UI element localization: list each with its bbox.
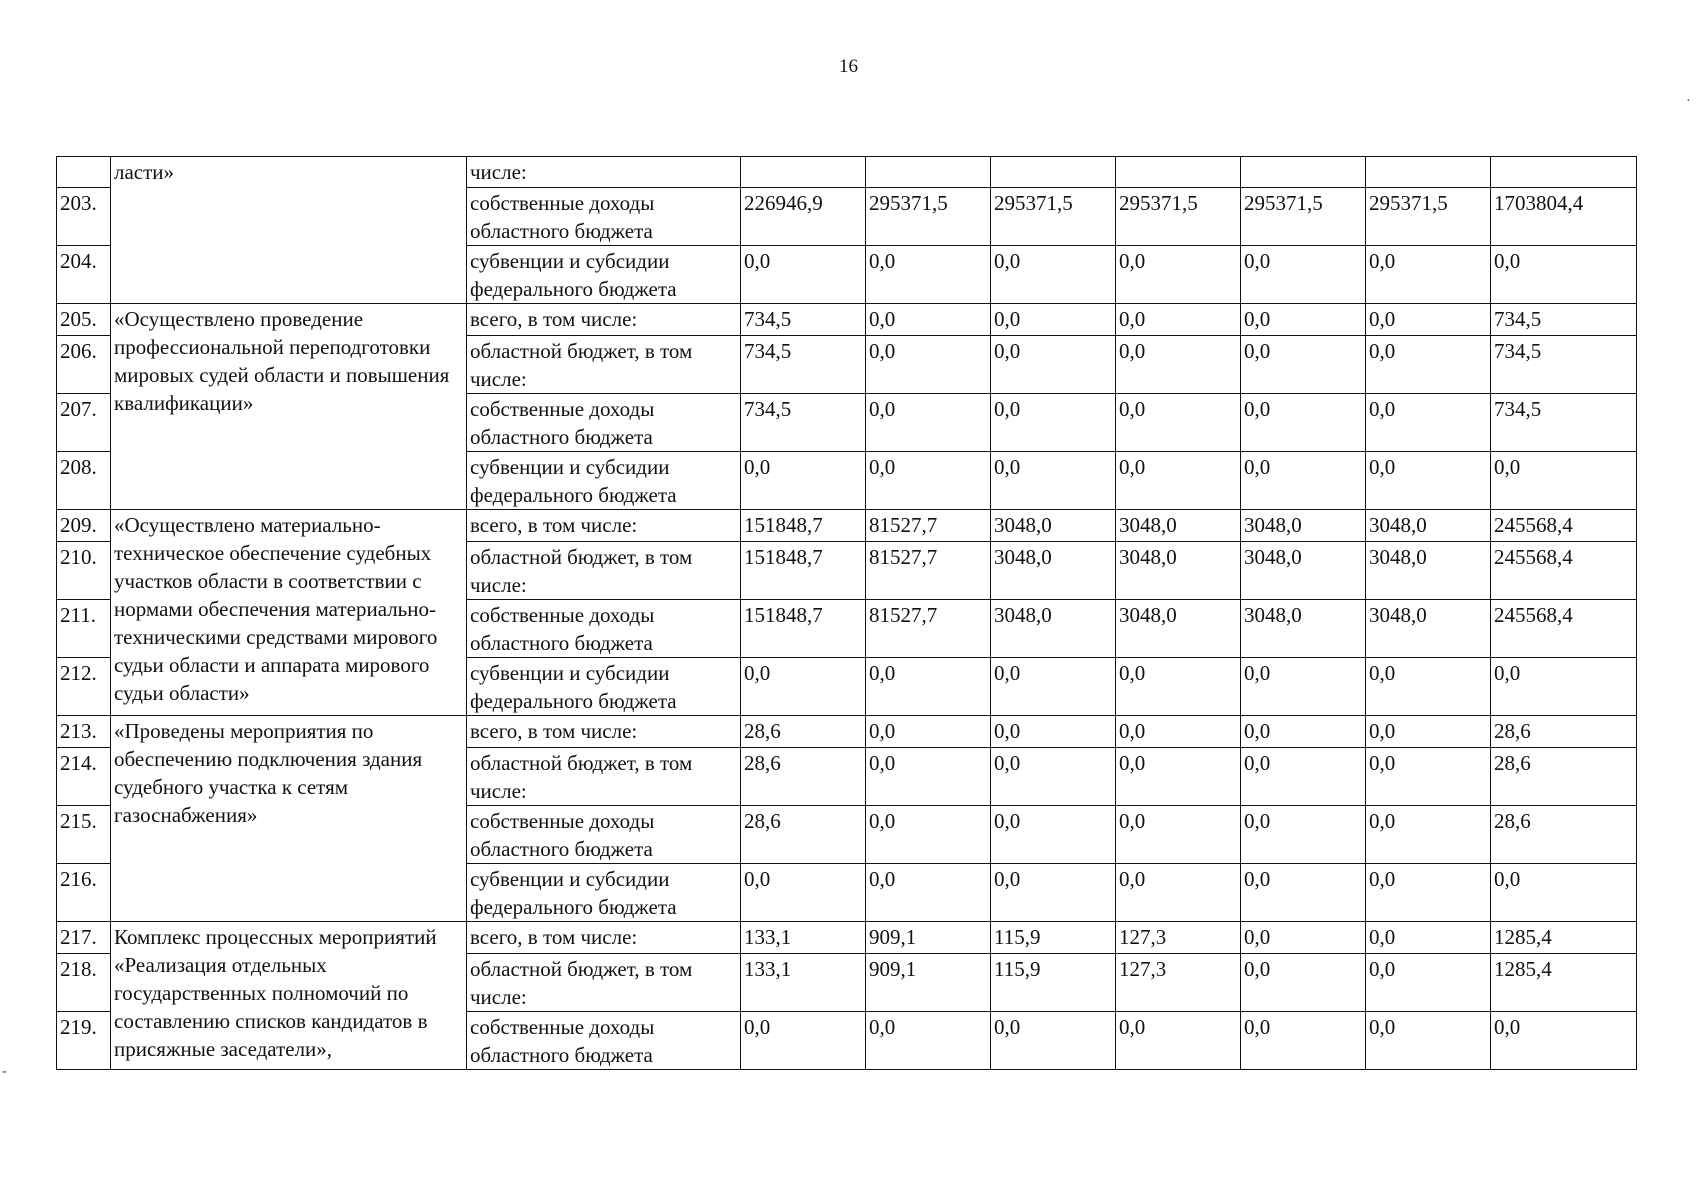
row-number: 208. xyxy=(57,452,111,510)
year-value: 0,0 xyxy=(1241,452,1366,510)
funding-source: субвенции и субсидии федерального бюджета xyxy=(467,658,741,716)
year-value: 0,0 xyxy=(741,1012,866,1070)
year-value: 0,0 xyxy=(1241,1012,1366,1070)
row-number: 209. xyxy=(57,510,111,542)
budget-table-body xyxy=(57,157,1637,1070)
year-value: 0,0 xyxy=(1241,954,1366,1012)
funding-source: собственные доходы областного бюджета xyxy=(467,600,741,658)
total-value: 1703804,4 xyxy=(1491,188,1637,246)
row-number: 210. xyxy=(57,542,111,600)
year-value: 3048,0 xyxy=(1366,600,1491,658)
year-value: 0,0 xyxy=(991,304,1116,336)
year-value: 0,0 xyxy=(1366,954,1491,1012)
year-value: 3048,0 xyxy=(991,510,1116,542)
year-value: 28,6 xyxy=(741,716,866,748)
total-value: 28,6 xyxy=(1491,806,1637,864)
year-value xyxy=(741,157,866,188)
total-value: 734,5 xyxy=(1491,336,1637,394)
total-value: 734,5 xyxy=(1491,394,1637,452)
row-number: 205. xyxy=(57,304,111,336)
year-value: 0,0 xyxy=(1241,922,1366,954)
year-value: 0,0 xyxy=(1366,336,1491,394)
year-value: 0,0 xyxy=(866,806,991,864)
year-value: 909,1 xyxy=(866,954,991,1012)
total-value: 28,6 xyxy=(1491,748,1637,806)
total-value: 0,0 xyxy=(1491,246,1637,304)
year-value: 0,0 xyxy=(741,452,866,510)
year-value: 0,0 xyxy=(866,748,991,806)
year-value: 0,0 xyxy=(1241,246,1366,304)
year-value: 0,0 xyxy=(1116,304,1241,336)
row-number: 207. xyxy=(57,394,111,452)
year-value xyxy=(866,157,991,188)
year-value: 3048,0 xyxy=(1116,510,1241,542)
year-value: 28,6 xyxy=(741,806,866,864)
row-number: 216. xyxy=(57,864,111,922)
activity-description: Комплекс процессных мероприятий «Реализация отдельных государственных полномочий по составлению списков кандидатов в присяжные заседатели», xyxy=(111,922,467,1070)
year-value: 734,5 xyxy=(741,336,866,394)
funding-source: собственные доходы областного бюджета xyxy=(467,394,741,452)
funding-source: собственные доходы областного бюджета xyxy=(467,1012,741,1070)
year-value: 0,0 xyxy=(866,394,991,452)
row-number: 218. xyxy=(57,954,111,1012)
year-value: 115,9 xyxy=(991,954,1116,1012)
activity-description: ласти» xyxy=(111,157,467,304)
year-value: 0,0 xyxy=(1241,394,1366,452)
year-value: 0,0 xyxy=(1366,922,1491,954)
year-value xyxy=(1241,157,1366,188)
year-value xyxy=(1366,157,1491,188)
year-value: 295371,5 xyxy=(1366,188,1491,246)
year-value: 0,0 xyxy=(1116,452,1241,510)
row-number: 219. xyxy=(57,1012,111,1070)
year-value: 0,0 xyxy=(866,658,991,716)
funding-source: числе: xyxy=(467,157,741,188)
year-value: 81527,7 xyxy=(866,510,991,542)
table-row xyxy=(57,922,1637,954)
year-value: 295371,5 xyxy=(1116,188,1241,246)
row-number xyxy=(57,157,111,188)
activity-description: «Проведены мероприятия по обеспечению подключения здания судебного участка к сетям газоснабжения» xyxy=(111,716,467,922)
year-value: 0,0 xyxy=(991,394,1116,452)
total-value: 0,0 xyxy=(1491,452,1637,510)
year-value: 3048,0 xyxy=(1116,600,1241,658)
year-value: 0,0 xyxy=(1116,1012,1241,1070)
total-value: 1285,4 xyxy=(1491,954,1637,1012)
table-row xyxy=(57,157,1637,188)
year-value: 0,0 xyxy=(1366,394,1491,452)
year-value: 3048,0 xyxy=(1241,542,1366,600)
year-value: 133,1 xyxy=(741,954,866,1012)
year-value: 0,0 xyxy=(1116,246,1241,304)
year-value: 127,3 xyxy=(1116,954,1241,1012)
year-value: 0,0 xyxy=(1241,658,1366,716)
year-value: 226946,9 xyxy=(741,188,866,246)
funding-source: субвенции и субсидии федерального бюджета xyxy=(467,246,741,304)
year-value: 0,0 xyxy=(1366,304,1491,336)
table-row xyxy=(57,716,1637,748)
year-value: 0,0 xyxy=(1241,748,1366,806)
funding-source: областной бюджет, в том числе: xyxy=(467,336,741,394)
funding-source: субвенции и субсидии федерального бюджета xyxy=(467,452,741,510)
year-value: 3048,0 xyxy=(1116,542,1241,600)
year-value: 0,0 xyxy=(991,1012,1116,1070)
year-value: 151848,7 xyxy=(741,542,866,600)
total-value: 1285,4 xyxy=(1491,922,1637,954)
year-value: 0,0 xyxy=(991,336,1116,394)
funding-source: всего, в том числе: xyxy=(467,304,741,336)
year-value: 0,0 xyxy=(1116,806,1241,864)
year-value: 3048,0 xyxy=(1366,510,1491,542)
row-number: 212. xyxy=(57,658,111,716)
year-value: 0,0 xyxy=(1241,336,1366,394)
total-value: 0,0 xyxy=(1491,1012,1637,1070)
year-value: 0,0 xyxy=(991,452,1116,510)
year-value: 0,0 xyxy=(866,864,991,922)
year-value: 0,0 xyxy=(1366,246,1491,304)
year-value: 0,0 xyxy=(741,658,866,716)
year-value: 0,0 xyxy=(1241,864,1366,922)
total-value xyxy=(1491,157,1637,188)
funding-source: всего, в том числе: xyxy=(467,922,741,954)
year-value: 0,0 xyxy=(1116,864,1241,922)
year-value: 734,5 xyxy=(741,394,866,452)
year-value: 151848,7 xyxy=(741,600,866,658)
year-value: 0,0 xyxy=(1116,336,1241,394)
year-value: 909,1 xyxy=(866,922,991,954)
year-value: 0,0 xyxy=(991,246,1116,304)
year-value: 3048,0 xyxy=(1366,542,1491,600)
year-value: 28,6 xyxy=(741,748,866,806)
scan-mark: - xyxy=(2,1064,7,1079)
year-value: 115,9 xyxy=(991,922,1116,954)
table-row xyxy=(57,510,1637,542)
year-value: 3048,0 xyxy=(1241,600,1366,658)
row-number: 211. xyxy=(57,600,111,658)
year-value: 0,0 xyxy=(1366,658,1491,716)
total-value: 734,5 xyxy=(1491,304,1637,336)
year-value: 0,0 xyxy=(866,452,991,510)
year-value: 3048,0 xyxy=(991,542,1116,600)
year-value: 734,5 xyxy=(741,304,866,336)
row-number: 214. xyxy=(57,748,111,806)
year-value: 295371,5 xyxy=(1241,188,1366,246)
year-value: 0,0 xyxy=(1366,748,1491,806)
scan-mark: · xyxy=(1686,94,1691,109)
total-value: 0,0 xyxy=(1491,658,1637,716)
year-value: 127,3 xyxy=(1116,922,1241,954)
funding-source: областной бюджет, в том числе: xyxy=(467,954,741,1012)
year-value: 0,0 xyxy=(1366,1012,1491,1070)
year-value: 0,0 xyxy=(741,246,866,304)
year-value: 3048,0 xyxy=(991,600,1116,658)
budget-table xyxy=(56,156,1637,1070)
year-value: 0,0 xyxy=(866,1012,991,1070)
year-value: 81527,7 xyxy=(866,542,991,600)
row-number: 203. xyxy=(57,188,111,246)
year-value: 0,0 xyxy=(1241,806,1366,864)
year-value: 295371,5 xyxy=(991,188,1116,246)
year-value: 151848,7 xyxy=(741,510,866,542)
year-value: 0,0 xyxy=(1366,806,1491,864)
table-row xyxy=(57,304,1637,336)
year-value: 295371,5 xyxy=(866,188,991,246)
year-value: 0,0 xyxy=(991,864,1116,922)
funding-source: субвенции и субсидии федерального бюджета xyxy=(467,864,741,922)
funding-source: всего, в том числе: xyxy=(467,716,741,748)
total-value: 245568,4 xyxy=(1491,542,1637,600)
year-value: 0,0 xyxy=(866,246,991,304)
year-value: 0,0 xyxy=(741,864,866,922)
year-value: 0,0 xyxy=(991,716,1116,748)
activity-description: «Осуществлено материально-техническое обеспечение судебных участков области в соответствии с нормами обеспечения материально-техническими средствами мирового судьи области и аппарата мирового судьи области» xyxy=(111,510,467,716)
year-value: 133,1 xyxy=(741,922,866,954)
year-value: 0,0 xyxy=(991,748,1116,806)
year-value: 0,0 xyxy=(866,304,991,336)
activity-description: «Осуществлено проведение профессиональной переподготовки мировых судей области и повышения квалификации» xyxy=(111,304,467,510)
year-value: 0,0 xyxy=(1116,658,1241,716)
year-value: 0,0 xyxy=(1241,716,1366,748)
funding-source: областной бюджет, в том числе: xyxy=(467,542,741,600)
row-number: 204. xyxy=(57,246,111,304)
year-value: 0,0 xyxy=(991,806,1116,864)
year-value: 0,0 xyxy=(1116,394,1241,452)
year-value: 0,0 xyxy=(866,716,991,748)
funding-source: областной бюджет, в том числе: xyxy=(467,748,741,806)
funding-source: собственные доходы областного бюджета xyxy=(467,188,741,246)
row-number: 217. xyxy=(57,922,111,954)
total-value: 245568,4 xyxy=(1491,510,1637,542)
year-value: 0,0 xyxy=(1366,452,1491,510)
year-value: 0,0 xyxy=(991,658,1116,716)
year-value xyxy=(991,157,1116,188)
year-value: 0,0 xyxy=(1116,716,1241,748)
row-number: 215. xyxy=(57,806,111,864)
page-number: 16 xyxy=(839,56,858,77)
year-value: 0,0 xyxy=(1241,304,1366,336)
year-value: 0,0 xyxy=(1366,716,1491,748)
row-number: 213. xyxy=(57,716,111,748)
year-value: 3048,0 xyxy=(1241,510,1366,542)
total-value: 0,0 xyxy=(1491,864,1637,922)
year-value xyxy=(1116,157,1241,188)
year-value: 81527,7 xyxy=(866,600,991,658)
year-value: 0,0 xyxy=(866,336,991,394)
total-value: 245568,4 xyxy=(1491,600,1637,658)
year-value: 0,0 xyxy=(1366,864,1491,922)
row-number: 206. xyxy=(57,336,111,394)
funding-source: собственные доходы областного бюджета xyxy=(467,806,741,864)
total-value: 28,6 xyxy=(1491,716,1637,748)
year-value: 0,0 xyxy=(1116,748,1241,806)
funding-source: всего, в том числе: xyxy=(467,510,741,542)
